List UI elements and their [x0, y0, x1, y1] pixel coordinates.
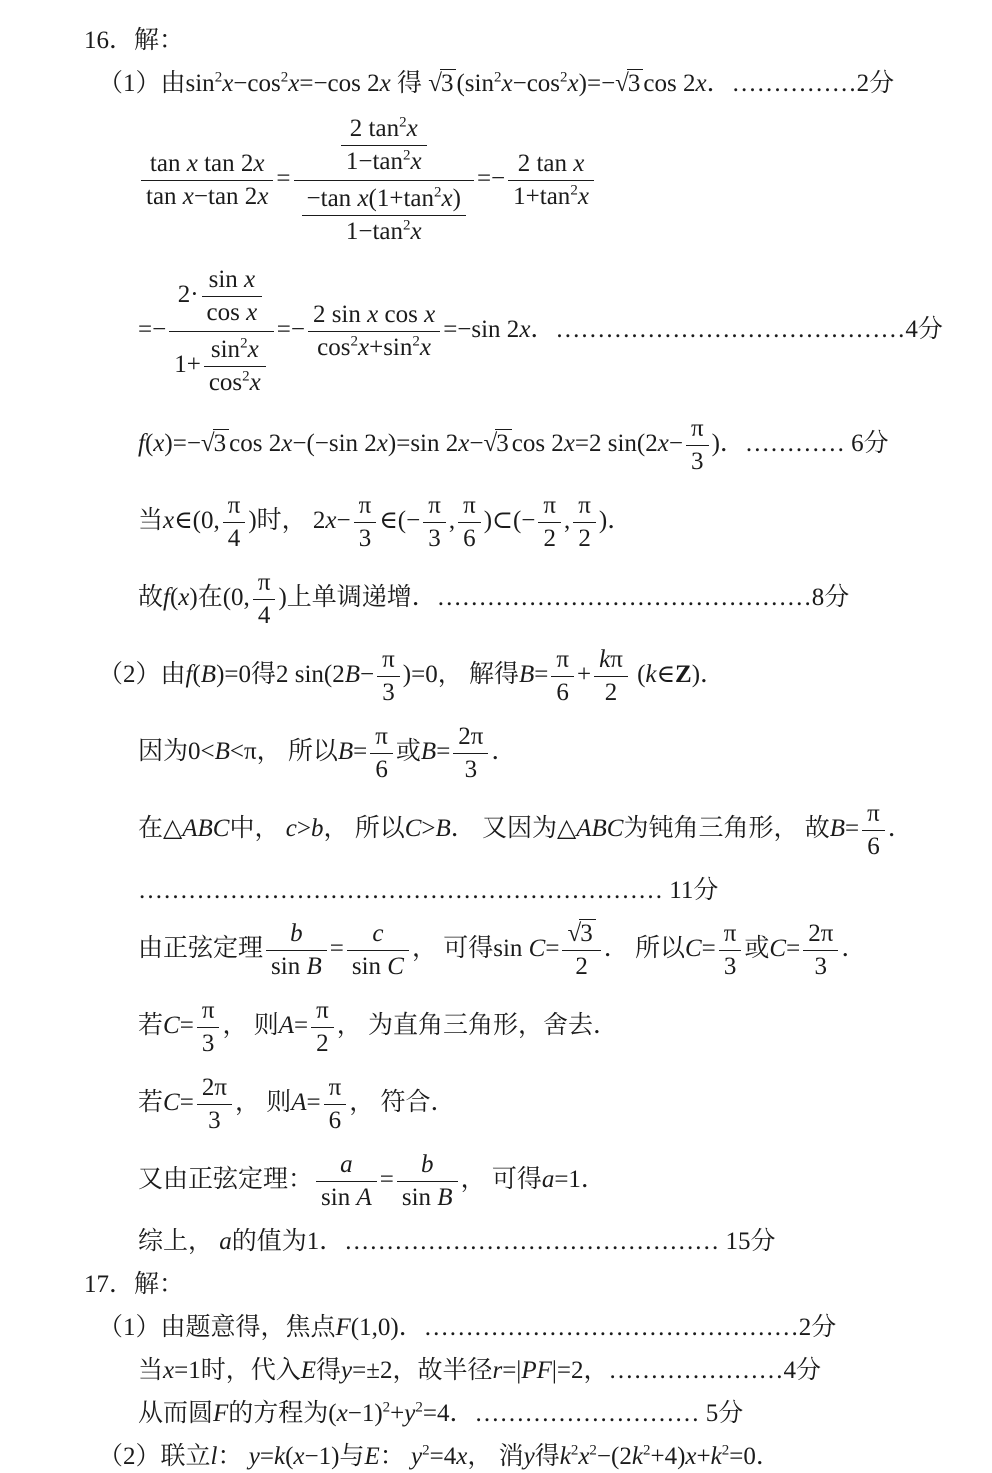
variable: x [246, 299, 258, 326]
denominator: sin B [401, 1184, 453, 1211]
variable: B [337, 738, 354, 766]
variable: E [364, 1443, 380, 1470]
variable: x [419, 334, 431, 361]
numerator: 2 tan x [508, 149, 594, 181]
fraction [253, 568, 276, 631]
variable: ABC [182, 815, 230, 843]
p16-part2-line7: 若C= $\frac{2\pi}{3}$ ， 则A= $\frac{\pi}{6}$ ， 符合． [138, 1074, 456, 1134]
denominator: cos x [206, 299, 258, 326]
numerator: π [377, 645, 400, 677]
denominator: $\cos^2x$ [208, 368, 261, 396]
denominator: 3 [358, 525, 372, 552]
variable: x [695, 70, 707, 97]
numerator [562, 919, 600, 951]
radical-sign: √ [483, 430, 498, 458]
variable: B [344, 661, 361, 689]
denominator: 2 [575, 953, 588, 980]
fraction [538, 491, 561, 554]
fraction [862, 799, 885, 862]
numerator: π [324, 1073, 347, 1105]
superscript: 2 [560, 69, 568, 86]
fraction [453, 722, 488, 785]
p16-part2-line2: 因为0<B<π， 所以B= $\frac{\pi}{6}$ 或B= $\frac{2\pi}{3}$ ． [138, 723, 517, 783]
variable: y [341, 1357, 353, 1384]
fraction [347, 919, 409, 982]
fraction [573, 491, 596, 554]
fraction [594, 645, 628, 708]
denominator: 3 [382, 679, 395, 706]
fraction [197, 1073, 232, 1136]
variable: k [645, 661, 657, 689]
numerator: $\sin^2x$ [204, 335, 266, 367]
superscript: 2 [412, 333, 420, 350]
sqrt-body: 3 [495, 429, 512, 458]
denominator: $1-\tan^2x$ [345, 147, 422, 175]
variable: x [163, 1357, 175, 1384]
radical-sign: √ [200, 430, 215, 458]
sqrt [567, 920, 595, 947]
numerator [397, 1150, 458, 1182]
fraction [551, 645, 574, 708]
p17-part2-line1: （2）联立l： y=k(x−1)与E： $y^2=4x$， 消y得$k^2x^2-(2k^2+4)x+k^2=0$． [98, 1442, 781, 1470]
p16-part2-line3: 在△ABC中， c>b， 所以C>B． 又因为△ABC为钝角三角形， 故B= $\frac{\pi}{6}$ ． [138, 800, 913, 860]
numerator: π [862, 799, 885, 831]
superscript: 2 [214, 69, 223, 86]
variable: x [257, 183, 269, 210]
variable: b [310, 815, 324, 843]
variable: k [710, 1443, 722, 1470]
sqrt-body: 3 [579, 919, 596, 948]
numerator: 2· $\frac{\text{sin x}}{\text{cos x}}$ [169, 263, 274, 332]
variable: B [435, 815, 451, 843]
denominator: $\cos^2x+\sin^2x$ [317, 333, 431, 361]
variable: C [163, 1012, 180, 1040]
variable: C [163, 1089, 180, 1117]
variable: y [248, 1443, 260, 1470]
superscript: 2 [403, 217, 411, 234]
numerator: 2 $\tan^2x$ [341, 114, 427, 146]
fraction [341, 114, 427, 177]
denominator: 4 [257, 602, 271, 629]
variable: x [519, 316, 531, 344]
variable: B [518, 661, 535, 689]
denominator: $1-\tan^2x$ [345, 217, 422, 245]
denominator: 2 [316, 1030, 329, 1057]
variable: x [325, 507, 337, 535]
denominator: 6 [375, 756, 388, 783]
variable: x [406, 115, 418, 142]
p16-part2-line4: ……………………………………………………… 11分 [138, 877, 719, 904]
denominator: sin B [271, 953, 322, 980]
numerator: −tan $x(1+\tan^2x)$ [302, 184, 466, 216]
variable: B [214, 738, 230, 766]
denominator: 6 [556, 679, 569, 706]
variable: a [340, 1151, 353, 1178]
variable: a [219, 1228, 232, 1255]
numerator: π [573, 491, 596, 523]
superscript: 2 [493, 69, 502, 86]
variable: x [293, 1443, 305, 1470]
variable: x [376, 430, 388, 458]
fraction [803, 919, 838, 982]
numerator: π [253, 568, 276, 600]
denominator: sin A [321, 1184, 372, 1211]
variable: x [178, 584, 190, 612]
radical-sign: √ [567, 920, 582, 947]
sqrt [201, 430, 229, 457]
variable: x [182, 183, 194, 210]
variable: F [335, 1314, 351, 1341]
variable: c [372, 920, 384, 947]
sqrt-body: 3 [440, 69, 457, 98]
radical-sign: √ [615, 70, 629, 97]
superscript: 2 [240, 335, 248, 352]
variable: x [357, 185, 369, 212]
variable: C [684, 935, 702, 963]
variable: B [306, 953, 322, 980]
variable: x [244, 266, 256, 293]
problem-16-heading: 16．解： [84, 27, 185, 54]
p16-part2-line6: 若C= $\frac{\pi}{3}$ ， 则A= $\frac{\pi}{2}$ ， 为直角三角形，舍去． [138, 997, 618, 1057]
fraction [204, 335, 266, 398]
variable: x [410, 218, 422, 245]
superscript: 2 [242, 368, 250, 385]
variable: F [213, 1400, 229, 1427]
superscript: 2 [570, 1442, 579, 1459]
variable: x [441, 185, 453, 212]
superscript: 2 [415, 1399, 423, 1416]
variable: x [573, 150, 585, 177]
sqrt-body: 3 [213, 429, 230, 458]
variable: l [210, 1443, 218, 1470]
p16-part2-line1: （2）由f(B)=0得2 sin(2B− $\frac{\pi}{3}$ )=0， 解得B= $\frac{\pi}{6}$ + $\frac{k\pi}{2}$ (k∈Z)． [98, 646, 726, 706]
p17-part1-line1: （1）由题意得，焦点F(1,0)．………………………………………2分 [98, 1314, 837, 1341]
superscript: 2 [642, 1442, 651, 1459]
fraction [141, 149, 273, 212]
fraction [294, 112, 474, 249]
fraction [370, 722, 393, 785]
fraction [354, 491, 377, 554]
sqrt-body: 3 [627, 69, 644, 98]
fraction [458, 491, 481, 554]
fraction [202, 265, 263, 328]
variable: x [357, 334, 370, 361]
p16-part1-line3: =− 2· $\frac{\text{sin x}}{\text{cos x}}$ 1+ $\frac{\sin^2x}{\cos^2x}$ =− $\frac{\text{2 sin x cos x}}{\cos^2x+\sin^2x}$ =−sin 2x．……………………………………4分 [138, 261, 942, 402]
sqrt [428, 70, 456, 97]
variable: k [273, 1443, 286, 1470]
p16-part1-line1: （1）由$\sin^2x-\cos^2x=-\cos$ 2x 得 √3 $(\sin^2x-\cos^2x)=-√3$ cos 2x．……………2分 [98, 69, 895, 97]
p16-part1-line5: 当x∈(0, $\frac{\pi}{4}$ )时， 2x− $\frac{\pi}{3}$ ∈(− $\frac{\pi}{3}$ , $\frac{\pi}{6}$ )⊂(− $\frac{\pi}{2}$ , $\frac{\pi}{2}$ )． [138, 492, 633, 552]
denominator: 4 [227, 525, 241, 552]
fraction [397, 1150, 458, 1213]
variable: x [424, 301, 436, 328]
p16-part2-line8: 又由正弦定理： $\frac{a}{\text{sin A}}$ = $\frac{b}{\text{sin B}}$ ， 可得a=1． [138, 1151, 606, 1211]
variable: b [420, 1151, 434, 1178]
variable: A [291, 1089, 307, 1117]
fraction [197, 996, 220, 1059]
denominator [294, 181, 474, 249]
variable: x [657, 430, 669, 458]
fraction [508, 149, 594, 212]
fraction [223, 491, 246, 554]
variable: x [281, 430, 293, 458]
variable: PF [521, 1357, 552, 1384]
fraction [423, 491, 446, 554]
denominator: 6 [867, 833, 880, 860]
variable: y [523, 1443, 535, 1470]
denominator: 6 [463, 525, 476, 552]
numerator: π [423, 491, 446, 523]
variable: B [420, 738, 437, 766]
variable: E [300, 1357, 317, 1384]
denominator: 3 [201, 1030, 215, 1057]
variable: x [501, 70, 513, 97]
variable: y [404, 1400, 416, 1427]
numerator [347, 919, 409, 951]
variable: B [437, 1184, 453, 1211]
variable: x [153, 430, 165, 458]
p17-part1-line2: 当x=1时，代入E得y=±2，故半径r=|PF|=2，…………………4分 [138, 1357, 821, 1384]
numerator: π [197, 996, 220, 1028]
denominator: tan x−tan 2x [146, 183, 269, 210]
variable: r [492, 1357, 503, 1384]
variable: x [379, 70, 391, 97]
numerator: π [686, 414, 709, 446]
variable: f [185, 661, 193, 689]
denominator: sin C [351, 953, 404, 980]
fraction [324, 1073, 347, 1136]
variable: C [387, 953, 404, 980]
denominator: 6 [328, 1107, 342, 1134]
numerator: π [370, 722, 393, 754]
variable: x [186, 150, 198, 177]
problem-17-heading: 17．解： [84, 1271, 185, 1298]
denominator: 3 [814, 953, 827, 980]
variable: x [288, 70, 300, 97]
variable: f [163, 584, 170, 612]
variable: k [631, 1443, 643, 1470]
variable: x [563, 430, 575, 458]
variable: x [577, 183, 589, 210]
p16-part1-line4: f(x)=−√3 cos 2x−(−sin 2x)=sin 2x−√3 cos 2x=2 sin(2x− $\frac{\pi}{3}$ )．………… 6分 [138, 415, 889, 475]
denominator: $1+\tan^2x$ [513, 182, 589, 210]
fraction [311, 996, 334, 1059]
numerator: π [719, 919, 742, 951]
denominator: 2 [604, 679, 618, 706]
numerator: π [354, 491, 377, 523]
p16-part1-line6: 故f(x)在(0, $\frac{\pi}{4}$ )上单调递增．………………………………………8分 [138, 569, 850, 629]
variable: B [829, 815, 846, 843]
denominator: 3 [464, 756, 478, 783]
superscript: 2 [721, 1442, 730, 1459]
sqrt [483, 430, 511, 457]
numerator: 2π [197, 1073, 232, 1105]
numerator [294, 112, 474, 181]
superscript: 2 [399, 114, 407, 131]
variable: x [685, 1443, 697, 1470]
numerator: 2 sin x cos x [308, 300, 440, 332]
superscript: 2 [589, 1442, 597, 1459]
p16-part1-line2: $\frac{\text{tan x tan 2x}}{\text{tan x−tan 2x}}$ = $\frac{\frac{2 \tan^2x}{1-\tan^2x}}{\frac{-\tan x(1+\tan^2x)}{1-\tan^2x}}$ =− $\frac{\text{2 tan x}}{1+\tan^2x}$ [138, 110, 942, 251]
variable: b [290, 920, 303, 947]
variable: f [138, 430, 145, 458]
p17-part1-line3: 从而圆F的方程为$(x-1)^2+y^2=4$．……………………… 5分 [138, 1399, 744, 1427]
variable: x [249, 369, 261, 396]
superscript: 2 [422, 1442, 430, 1459]
variable: x [222, 70, 234, 97]
variable: k [599, 646, 611, 673]
denominator: 2 [578, 525, 591, 552]
bold-symbol: Z [675, 661, 692, 689]
fraction [719, 919, 742, 982]
numerator: π [223, 491, 246, 523]
superscript: 2 [350, 333, 358, 350]
variable: C [404, 815, 422, 843]
variable: C [528, 935, 546, 963]
variable: x [253, 150, 265, 177]
variable: x [367, 301, 379, 328]
numerator: 2π [453, 722, 488, 754]
superscript: 2 [434, 184, 442, 201]
fraction [266, 919, 327, 982]
denominator: 3 [428, 525, 441, 552]
radical-sign: √ [428, 70, 442, 97]
denominator: 3 [208, 1107, 221, 1134]
p16-part2-line9: 综上， a的值为1．……………………………………… 15分 [138, 1228, 776, 1255]
numerator: sin x [202, 265, 263, 297]
fraction [562, 919, 600, 982]
superscript: 2 [403, 147, 411, 164]
fraction [302, 184, 466, 247]
denominator: 3 [691, 448, 704, 475]
variable: x [567, 70, 579, 97]
variable: x [163, 507, 175, 535]
numerator [266, 919, 327, 951]
sqrt [615, 70, 643, 97]
numerator: 2π [803, 919, 838, 951]
denominator: 2 [543, 525, 556, 552]
denominator: 3 [723, 953, 737, 980]
numerator: π [551, 645, 574, 677]
variable: k [559, 1443, 571, 1470]
numerator: kπ [594, 645, 628, 677]
variable: C [769, 935, 787, 963]
variable: x [456, 1443, 468, 1470]
variable: x [578, 1443, 590, 1470]
numerator: π [458, 491, 481, 523]
superscript: 2 [280, 69, 289, 86]
variable: a [541, 1166, 555, 1194]
fraction [316, 1150, 377, 1213]
variable: A [278, 1012, 294, 1040]
fraction [377, 645, 400, 708]
variable: x [458, 430, 470, 458]
superscript: 2 [570, 182, 578, 199]
variable: c [285, 815, 297, 843]
superscript: 2 [382, 1399, 391, 1416]
variable: x [410, 148, 422, 175]
variable: x [247, 336, 259, 363]
fraction [308, 300, 440, 363]
variable: B [200, 661, 217, 689]
p16-part2-line5: 由正弦定理 $\frac{b}{\text{sin B}}$ = $\frac{c}{\text{sin C}}$ ， 可得sin C= $\frac{√3}{2}$ ． 所以C= $\frac{\pi}{3}$ 或C= $\frac{2\pi}{3}$ ． [138, 920, 867, 980]
numerator: π [311, 996, 334, 1028]
solution-lines [84, 24, 942, 1473]
variable: x [336, 1400, 348, 1427]
denominator: 1+ $\frac{\sin^2x}{\cos^2x}$ [169, 332, 274, 400]
variable: ABC [576, 815, 624, 843]
numerator [316, 1150, 377, 1182]
numerator: tan x tan 2x [141, 149, 273, 181]
variable: y [410, 1443, 423, 1470]
variable: A [356, 1184, 372, 1211]
fraction [169, 263, 274, 400]
numerator: π [538, 491, 561, 523]
fraction [686, 414, 709, 477]
